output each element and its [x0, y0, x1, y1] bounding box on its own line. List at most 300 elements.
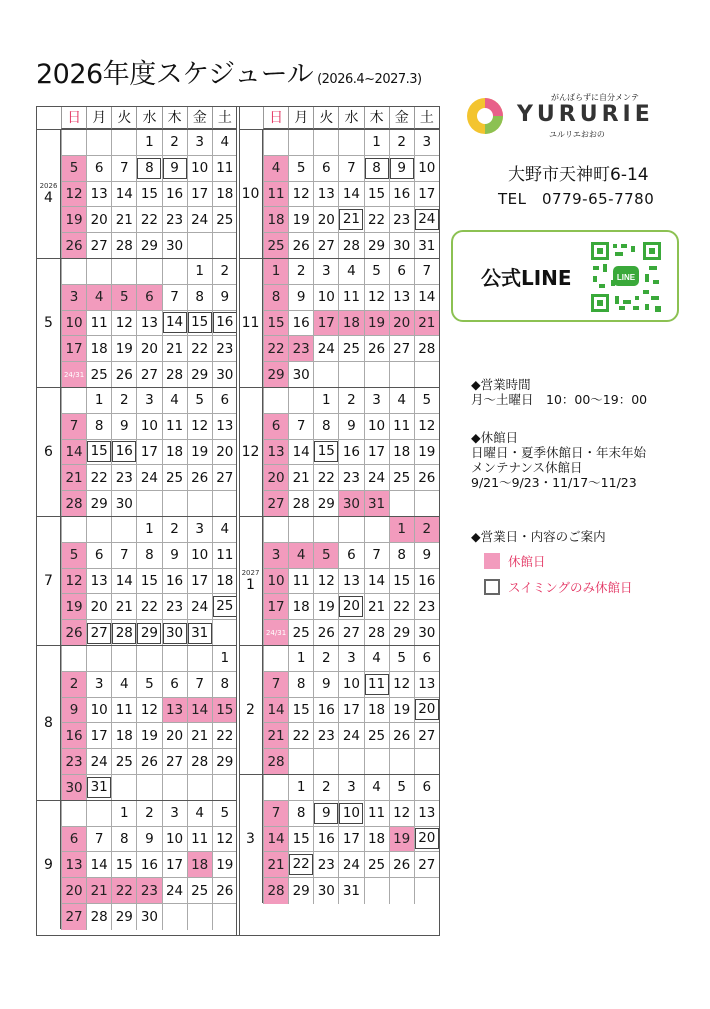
day-number: 13: [65, 856, 83, 873]
day-cell: [288, 698, 313, 724]
week-row: [263, 491, 439, 517]
day-number: 13: [393, 289, 411, 306]
day-cell: [288, 285, 313, 311]
day-cell: [136, 569, 161, 595]
day-cell: [111, 723, 136, 749]
day-number: 27: [165, 753, 184, 770]
month-label: [239, 646, 263, 774]
week-row: [263, 827, 439, 853]
day-cell: [187, 285, 212, 311]
day-cell: [61, 594, 86, 620]
day-number: 3: [145, 392, 154, 409]
address: 大野市天神町6-14: [508, 165, 649, 185]
legend-swim-label: スイミングのみ休館日: [508, 580, 633, 595]
line-label: 公式LINE: [481, 266, 572, 290]
week-row: [61, 698, 237, 724]
month-number: 3: [246, 831, 255, 847]
day-number: 23: [317, 727, 335, 744]
day-cell: [162, 517, 187, 543]
day-cell: [288, 156, 313, 182]
day-cell: [86, 749, 111, 775]
day-number: 30: [418, 625, 436, 642]
day-cell: [61, 878, 86, 904]
day-number: 13: [418, 805, 436, 822]
day-cell: [313, 285, 338, 311]
empty-cell: [187, 775, 212, 801]
day-number: 2: [145, 805, 154, 822]
weekday-label: 月: [288, 107, 313, 129]
day-cell: [212, 207, 237, 233]
empty-cell: [338, 517, 363, 543]
empty-cell: [263, 388, 288, 414]
day-cell: [86, 414, 111, 440]
day-number: 14: [292, 443, 310, 460]
day-number: 25: [342, 340, 361, 357]
day-number: 7: [347, 160, 356, 177]
hours-heading: ◆営業時間: [471, 377, 531, 392]
day-cell: [313, 440, 338, 466]
weekday-header: [263, 107, 439, 129]
day-number: 8: [138, 159, 160, 178]
day-cell: [364, 569, 389, 595]
day-number: 5: [220, 805, 230, 822]
legend-swim-closed: [484, 578, 633, 596]
day-cell: [61, 336, 86, 362]
day-cell: [212, 698, 237, 724]
day-number: 4: [220, 134, 230, 151]
day-cell: [136, 517, 161, 543]
day-cell: [212, 259, 237, 285]
day-number: 16: [113, 442, 135, 461]
week-row: [61, 388, 237, 414]
empty-cell: [389, 491, 414, 517]
closed-line-1: 日曜日・夏季休館日・年末年始: [471, 445, 647, 460]
day-number: 23: [165, 211, 184, 228]
day-number: 4: [195, 805, 204, 822]
day-cell: [187, 827, 212, 853]
day-number: 3: [347, 650, 356, 667]
day-number: 30: [65, 779, 83, 796]
day-cell: [288, 594, 313, 620]
day-number: 31: [189, 624, 211, 643]
day-cell: [414, 517, 439, 543]
day-number: 23: [165, 598, 184, 615]
day-number: 5: [397, 650, 406, 667]
day-cell: [364, 414, 389, 440]
day-number: 28: [367, 625, 386, 642]
day-cell: [263, 801, 288, 827]
day-number: 22: [292, 727, 310, 744]
day-number: 8: [322, 418, 331, 435]
week-row: [61, 594, 237, 620]
day-number: 9: [145, 830, 154, 847]
day-cell: [111, 569, 136, 595]
day-number: 25: [393, 469, 411, 486]
day-number: 7: [372, 547, 381, 564]
logo-mark-icon: [465, 96, 505, 136]
day-cell: [61, 491, 86, 517]
day-number: 11: [165, 418, 184, 435]
day-number: 9: [422, 547, 432, 564]
day-number: 17: [65, 340, 83, 357]
day-number: 16: [418, 572, 436, 589]
day-cell: [288, 362, 313, 388]
weekday-label: 木: [364, 107, 389, 129]
day-cell: [136, 878, 161, 904]
empty-cell: [414, 878, 439, 904]
month-block: [37, 800, 237, 929]
day-cell: [162, 672, 187, 698]
day-number: 18: [393, 443, 411, 460]
day-cell: [86, 672, 111, 698]
empty-cell: [111, 646, 136, 672]
day-number: 24/31: [63, 371, 85, 380]
empty-cell: [263, 130, 288, 156]
day-number: 29: [115, 908, 133, 925]
day-cell: [111, 388, 136, 414]
day-cell: [61, 620, 86, 646]
empty-cell: [61, 517, 86, 543]
empty-cell: [61, 646, 86, 672]
day-cell: [414, 156, 439, 182]
day-number: 15: [88, 442, 110, 461]
month-block: [239, 129, 439, 258]
day-number: 2: [322, 779, 331, 796]
day-number: 24: [191, 211, 209, 228]
day-number: 23: [115, 469, 133, 486]
day-cell: [111, 698, 136, 724]
day-number: 17: [342, 830, 361, 847]
day-number: 26: [292, 238, 310, 255]
day-number: 9: [69, 701, 79, 718]
week-row: [263, 388, 439, 414]
day-number: 28: [191, 753, 209, 770]
day-cell: [61, 904, 86, 930]
day-number: 1: [145, 521, 154, 538]
day-number: 30: [140, 908, 159, 925]
day-number: 6: [94, 547, 104, 564]
day-number: 14: [90, 856, 108, 873]
line-official-box[interactable]: [451, 230, 679, 322]
day-number: 19: [393, 830, 411, 847]
day-number: 21: [115, 598, 133, 615]
day-cell: [414, 207, 439, 233]
day-number: 5: [422, 392, 432, 409]
day-number: 21: [90, 882, 108, 899]
day-cell: [86, 852, 111, 878]
day-number: 20: [317, 211, 335, 228]
day-cell: [263, 465, 288, 491]
day-number: 17: [90, 727, 108, 744]
day-cell: [313, 852, 338, 878]
day-number: 25: [292, 625, 310, 642]
day-number: 17: [317, 314, 335, 331]
day-cell: [136, 620, 161, 646]
empty-cell: [313, 362, 338, 388]
day-cell: [162, 543, 187, 569]
day-cell: [414, 336, 439, 362]
day-cell: [111, 491, 136, 517]
day-number: 12: [393, 676, 411, 693]
day-cell: [338, 440, 363, 466]
day-number: 22: [191, 340, 209, 357]
day-cell: [313, 775, 338, 801]
day-cell: [414, 852, 439, 878]
day-number: 22: [115, 882, 133, 899]
legend-holiday: [484, 552, 546, 570]
day-cell: [313, 672, 338, 698]
calendar-column-right: [239, 107, 439, 935]
day-cell: [162, 207, 187, 233]
empty-cell: [338, 749, 363, 775]
weekday-label: 日: [61, 107, 86, 129]
week-row: [263, 801, 439, 827]
day-number: 24: [90, 753, 108, 770]
day-number: 17: [367, 443, 386, 460]
day-number: 2: [220, 263, 230, 280]
day-cell: [288, 672, 313, 698]
day-number: 13: [90, 572, 108, 589]
day-number: 2: [296, 263, 306, 280]
day-number: 25: [367, 856, 386, 873]
day-cell: [313, 336, 338, 362]
day-cell: [212, 517, 237, 543]
week-row: [61, 414, 237, 440]
day-cell: [364, 207, 389, 233]
day-cell: [212, 878, 237, 904]
day-cell: [288, 801, 313, 827]
day-cell: [313, 878, 338, 904]
day-number: 18: [367, 830, 386, 847]
day-number: 11: [267, 185, 285, 202]
day-number: 4: [271, 160, 281, 177]
day-number: 15: [140, 185, 159, 202]
day-number: 18: [165, 443, 184, 460]
empty-cell: [288, 749, 313, 775]
day-cell: [111, 156, 136, 182]
day-number: 1: [397, 521, 406, 538]
day-number: 18: [216, 572, 234, 589]
week-row: [61, 233, 237, 259]
day-cell: [61, 233, 86, 259]
hours-section: [471, 377, 647, 407]
day-cell: [86, 827, 111, 853]
day-cell: [313, 414, 338, 440]
month-number: 5: [44, 315, 53, 331]
month-year: 2027: [241, 569, 260, 577]
day-number: 3: [322, 263, 331, 280]
day-number: 14: [164, 313, 186, 332]
day-number: 24: [416, 210, 438, 229]
day-cell: [313, 259, 338, 285]
empty-cell: [111, 259, 136, 285]
day-cell: [111, 672, 136, 698]
day-cell: [136, 388, 161, 414]
day-cell: [389, 827, 414, 853]
day-cell: [364, 130, 389, 156]
month-grid: [263, 388, 439, 517]
month-label: [239, 130, 263, 258]
empty-cell: [162, 259, 187, 285]
day-number: 21: [340, 210, 362, 229]
month-block: [37, 645, 237, 800]
day-number: 1: [271, 263, 281, 280]
day-cell: [364, 440, 389, 466]
day-number: 30: [292, 367, 310, 384]
day-cell: [263, 723, 288, 749]
day-cell: [187, 182, 212, 208]
day-number: 1: [322, 392, 331, 409]
day-cell: [61, 723, 86, 749]
qr-line-text: LINE: [616, 273, 636, 282]
day-number: 28: [342, 238, 361, 255]
day-cell: [288, 259, 313, 285]
day-cell: [389, 620, 414, 646]
empty-cell: [162, 904, 187, 930]
day-number: 27: [267, 496, 285, 513]
day-number: 18: [90, 340, 108, 357]
weekday-header: [61, 107, 237, 129]
day-cell: [86, 491, 111, 517]
day-number: 18: [216, 185, 234, 202]
week-row: [263, 775, 439, 801]
week-row: [61, 362, 237, 388]
day-cell: [86, 440, 111, 466]
day-cell: [86, 182, 111, 208]
weekday-label: 金: [389, 107, 414, 129]
day-cell: [288, 646, 313, 672]
day-number: 29: [191, 367, 209, 384]
day-number: 25: [214, 597, 236, 616]
day-cell: [111, 543, 136, 569]
day-cell: [187, 362, 212, 388]
day-cell: [338, 285, 363, 311]
empty-cell: [313, 749, 338, 775]
day-number: 4: [347, 263, 356, 280]
day-cell: [136, 207, 161, 233]
title-period: (2026.4~2027.3): [317, 72, 422, 87]
month-grid: [61, 130, 237, 259]
qr-code-icon[interactable]: [589, 240, 663, 314]
day-number: 9: [391, 159, 413, 178]
day-cell: [212, 388, 237, 414]
day-cell: [111, 852, 136, 878]
day-number: 6: [94, 160, 104, 177]
day-number: 21: [165, 340, 184, 357]
phone-number[interactable]: TEL 0779-65-7780: [498, 190, 655, 208]
day-cell: [313, 827, 338, 853]
weekday-label: 木: [162, 107, 187, 129]
day-cell: [61, 182, 86, 208]
day-number: 22: [216, 727, 234, 744]
month-block: [37, 129, 237, 258]
day-cell: [162, 852, 187, 878]
empty-cell: [389, 362, 414, 388]
week-row: [61, 285, 237, 311]
day-number: 29: [90, 496, 108, 513]
empty-cell: [313, 130, 338, 156]
day-number: 12: [292, 185, 310, 202]
day-cell: [162, 336, 187, 362]
day-cell: [288, 465, 313, 491]
day-number: 10: [367, 418, 386, 435]
day-number: 28: [418, 340, 436, 357]
day-number: 19: [65, 211, 83, 228]
empty-cell: [187, 646, 212, 672]
day-number: 14: [115, 185, 133, 202]
week-row: [61, 646, 237, 672]
day-cell: [338, 465, 363, 491]
day-cell: [389, 517, 414, 543]
month-number: 10: [241, 186, 260, 202]
empty-cell: [86, 259, 111, 285]
month-block: [239, 516, 439, 645]
day-cell: [187, 698, 212, 724]
day-number: 10: [267, 572, 285, 589]
day-number: 15: [216, 701, 234, 718]
day-number: 14: [115, 572, 133, 589]
day-number: 25: [165, 469, 184, 486]
day-cell: [136, 723, 161, 749]
day-number: 10: [317, 289, 335, 306]
day-cell: [338, 775, 363, 801]
day-cell: [263, 259, 288, 285]
empty-cell: [263, 775, 288, 801]
day-cell: [364, 620, 389, 646]
day-number: 23: [292, 340, 310, 357]
day-number: 4: [220, 521, 230, 538]
day-cell: [162, 233, 187, 259]
day-cell: [136, 749, 161, 775]
day-number: 5: [195, 392, 204, 409]
day-number: 19: [65, 598, 83, 615]
day-cell: [86, 904, 111, 930]
week-row: [61, 543, 237, 569]
logo-tagline: がんばらずに自分メンテ: [551, 93, 639, 102]
day-number: 26: [216, 882, 234, 899]
day-cell: [364, 543, 389, 569]
day-cell: [288, 491, 313, 517]
empty-cell: [212, 491, 237, 517]
day-cell: [61, 569, 86, 595]
month-label: [37, 517, 61, 645]
day-number: 27: [140, 367, 159, 384]
day-number: 9: [347, 418, 356, 435]
empty-cell: [263, 517, 288, 543]
day-number: 11: [366, 675, 388, 694]
day-cell: [212, 852, 237, 878]
day-cell: [187, 620, 212, 646]
empty-cell: [136, 491, 161, 517]
day-cell: [414, 543, 439, 569]
day-number: 22: [267, 340, 285, 357]
day-cell: [212, 440, 237, 466]
day-number: 12: [140, 701, 159, 718]
day-number: 28: [90, 908, 108, 925]
day-cell: [263, 543, 288, 569]
day-cell: [187, 543, 212, 569]
week-row: [263, 517, 439, 543]
day-number: 7: [271, 805, 281, 822]
day-number: 16: [65, 727, 83, 744]
day-number: 25: [191, 882, 209, 899]
day-cell: [338, 388, 363, 414]
week-row: [61, 207, 237, 233]
empty-cell: [111, 775, 136, 801]
month-label: [37, 259, 61, 387]
day-number: 26: [393, 727, 411, 744]
day-cell: [162, 827, 187, 853]
